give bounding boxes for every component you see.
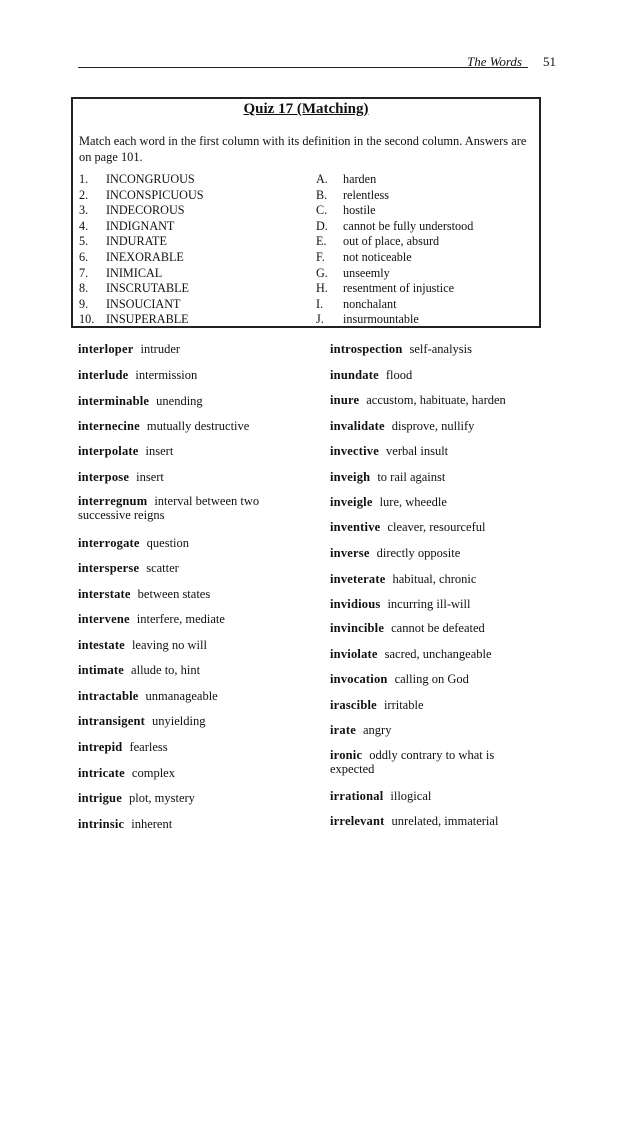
glossary-definition: illogical <box>390 789 432 803</box>
glossary-definition: lure, wheedle <box>379 495 447 509</box>
glossary-term: interregnum <box>78 494 148 508</box>
glossary-entry <box>330 597 540 611</box>
quiz-word-row: 8. INSCRUTABLE <box>79 281 189 296</box>
quiz-definitions-column <box>316 172 536 328</box>
glossary-entry <box>330 672 540 686</box>
glossary-definition: interval between two successive reigns <box>78 494 260 522</box>
quiz-definition-row: H. resentment of injustice <box>316 281 455 296</box>
glossary-entry <box>330 495 540 509</box>
quiz-definition-row: B. relentless <box>316 187 390 202</box>
glossary-entry <box>78 740 303 754</box>
glossary-definition: complex <box>131 766 175 780</box>
glossary-entry <box>330 621 540 635</box>
quiz-box <box>71 97 541 328</box>
glossary-entry <box>330 546 540 560</box>
glossary-term: intervene <box>78 612 130 626</box>
glossary-definition: intermission <box>135 368 198 382</box>
glossary-definition: calling on God <box>394 672 469 686</box>
running-title: The Words <box>466 54 522 69</box>
glossary-definition: self-analysis <box>409 342 472 356</box>
glossary-term: inundate <box>330 368 379 382</box>
quiz-definition-row: F. not noticeable <box>316 249 412 264</box>
glossary-entry <box>78 444 303 458</box>
glossary-term: inveigle <box>330 495 373 509</box>
glossary-entry <box>78 663 303 677</box>
glossary-entry <box>78 368 303 382</box>
glossary-term: interrogate <box>78 536 140 550</box>
glossary-term: inure <box>330 393 360 407</box>
glossary-term: interstate <box>78 587 131 601</box>
glossary-entry <box>330 470 540 484</box>
glossary-definition: unending <box>156 394 203 408</box>
glossary-definition: habitual, chronic <box>392 572 477 586</box>
glossary-definition: unrelated, immaterial <box>391 814 499 828</box>
glossary-entry <box>78 638 303 652</box>
glossary-definition: irritable <box>383 698 424 712</box>
glossary-entry <box>330 393 540 407</box>
header-rule <box>78 67 528 68</box>
glossary-entry <box>78 494 303 522</box>
glossary-entry <box>78 689 303 703</box>
glossary-term: interminable <box>78 394 150 408</box>
glossary-definition: flood <box>385 368 413 382</box>
glossary-definition: oddly contrary to what is expected <box>330 748 495 776</box>
glossary-term: irascible <box>330 698 377 712</box>
glossary-term: interpose <box>78 470 130 484</box>
glossary-definition: accustom, habituate, harden <box>366 393 506 407</box>
glossary-term: invincible <box>330 621 385 635</box>
quiz-definition-row: A. harden <box>316 172 377 186</box>
glossary-definition: verbal insult <box>386 444 449 458</box>
glossary-term: inveigh <box>330 470 371 484</box>
glossary-definition: mutually destructive <box>146 419 250 433</box>
glossary-term: interpolate <box>78 444 139 458</box>
glossary-entry <box>78 561 303 575</box>
glossary-entry <box>330 444 540 458</box>
glossary-term: invidious <box>330 597 381 611</box>
glossary-entry <box>330 368 540 382</box>
glossary-entry <box>330 814 540 828</box>
glossary-definition: incurring ill-will <box>387 597 471 611</box>
quiz-word-row: 10. INSUPERABLE <box>79 312 189 327</box>
glossary-term: inviolate <box>330 647 378 661</box>
quiz-word-row: 7. INIMICAL <box>79 265 163 280</box>
glossary-entry <box>330 789 540 803</box>
quiz-word-row: 5. INDURATE <box>79 234 167 249</box>
glossary-term: intrepid <box>78 740 123 754</box>
glossary-term: inveterate <box>330 572 386 586</box>
quiz-word-row: 9. INSOUCIANT <box>79 296 181 311</box>
glossary-term: irate <box>330 723 356 737</box>
glossary-definition: plot, mystery <box>128 791 195 805</box>
quiz-word-row: 1. INCONGRUOUS <box>79 172 195 186</box>
glossary-term: intransigent <box>78 714 145 728</box>
glossary-definition: insert <box>145 444 174 458</box>
glossary-definition: directly opposite <box>376 546 461 560</box>
glossary-definition: cannot be defeated <box>391 621 485 635</box>
glossary-entry <box>78 766 303 780</box>
glossary-definition: fearless <box>129 740 168 754</box>
glossary-definition: interfere, mediate <box>136 612 225 626</box>
glossary-entry <box>330 698 540 712</box>
quiz-definition-row: G. unseemly <box>316 265 390 280</box>
glossary-definition: disprove, nullify <box>391 419 475 433</box>
glossary-term: intricate <box>78 766 125 780</box>
glossary-entry <box>330 647 540 661</box>
glossary-entry <box>78 612 303 626</box>
quiz-definition-row: D. cannot be fully understood <box>316 218 474 233</box>
glossary-entry <box>78 817 303 831</box>
glossary-definition: to rail against <box>377 470 446 484</box>
glossary-definition: insert <box>136 470 164 484</box>
glossary-term: intersperse <box>78 561 140 575</box>
quiz-definition-row: C. hostile <box>316 203 376 218</box>
glossary-term: inventive <box>330 520 381 534</box>
glossary-term: invocation <box>330 672 388 686</box>
glossary-definition: angry <box>362 723 392 737</box>
glossary-entry <box>330 342 540 356</box>
glossary-term: introspection <box>330 342 403 356</box>
glossary-definition: sacred, unchangeable <box>384 647 492 661</box>
glossary-definition: unmanageable <box>145 689 218 703</box>
glossary-term: ironic <box>330 748 363 762</box>
glossary-term: inverse <box>330 546 370 560</box>
glossary-entry <box>78 342 303 356</box>
glossary-definition: question <box>146 536 190 550</box>
glossary-entry <box>78 419 303 433</box>
glossary-definition: intruder <box>140 342 181 356</box>
glossary-definition: scatter <box>146 561 179 575</box>
page-number: 51 <box>543 54 556 69</box>
quiz-word-row: 6. INEXORABLE <box>79 249 184 264</box>
quiz-word-row: 2. INCONSPICUOUS <box>79 187 204 202</box>
glossary-entry <box>78 587 303 601</box>
glossary-entry <box>78 394 303 408</box>
glossary-term: internecine <box>78 419 140 433</box>
quiz-definition-row: J. insurmountable <box>316 312 419 327</box>
glossary-entry <box>330 572 540 586</box>
glossary-entry <box>330 723 540 737</box>
glossary-entry <box>78 470 303 484</box>
glossary-definition: cleaver, resourceful <box>387 520 486 534</box>
glossary-term: invective <box>330 444 380 458</box>
glossary-term: intimate <box>78 663 125 677</box>
quiz-word-row: 4. INDIGNANT <box>79 218 175 233</box>
glossary-term: intrinsic <box>78 817 125 831</box>
glossary-entry <box>330 520 540 534</box>
quiz-title: Quiz 17 (Matching) <box>243 101 369 117</box>
glossary-term: irrelevant <box>330 814 385 828</box>
glossary-term: invalidate <box>330 419 385 433</box>
glossary-term: interloper <box>78 342 134 356</box>
quiz-word-row: 3. INDECOROUS <box>79 203 185 218</box>
glossary-term: intestate <box>78 638 125 652</box>
glossary-entry <box>330 748 540 776</box>
glossary-term: interlude <box>78 368 129 382</box>
glossary-entry <box>78 791 303 805</box>
glossary-entry <box>78 714 303 728</box>
glossary-term: irrational <box>330 789 384 803</box>
quiz-instructions: Match each word in the first column with its definition in the second column. Answers are on page 101. <box>79 134 527 164</box>
glossary-definition: between states <box>137 587 211 601</box>
glossary-definition: leaving no will <box>131 638 207 652</box>
quiz-words-column <box>79 172 309 328</box>
glossary-definition: allude to, hint <box>131 663 201 677</box>
quiz-definition-row: I. nonchalant <box>316 296 397 311</box>
quiz-definition-row: E. out of place, absurd <box>316 234 440 249</box>
glossary-term: intractable <box>78 689 139 703</box>
glossary-entry <box>330 419 540 433</box>
glossary-entry <box>78 536 303 550</box>
glossary-term: intrigue <box>78 791 122 805</box>
glossary-definition: unyielding <box>152 714 206 728</box>
glossary-definition: inherent <box>131 817 173 831</box>
